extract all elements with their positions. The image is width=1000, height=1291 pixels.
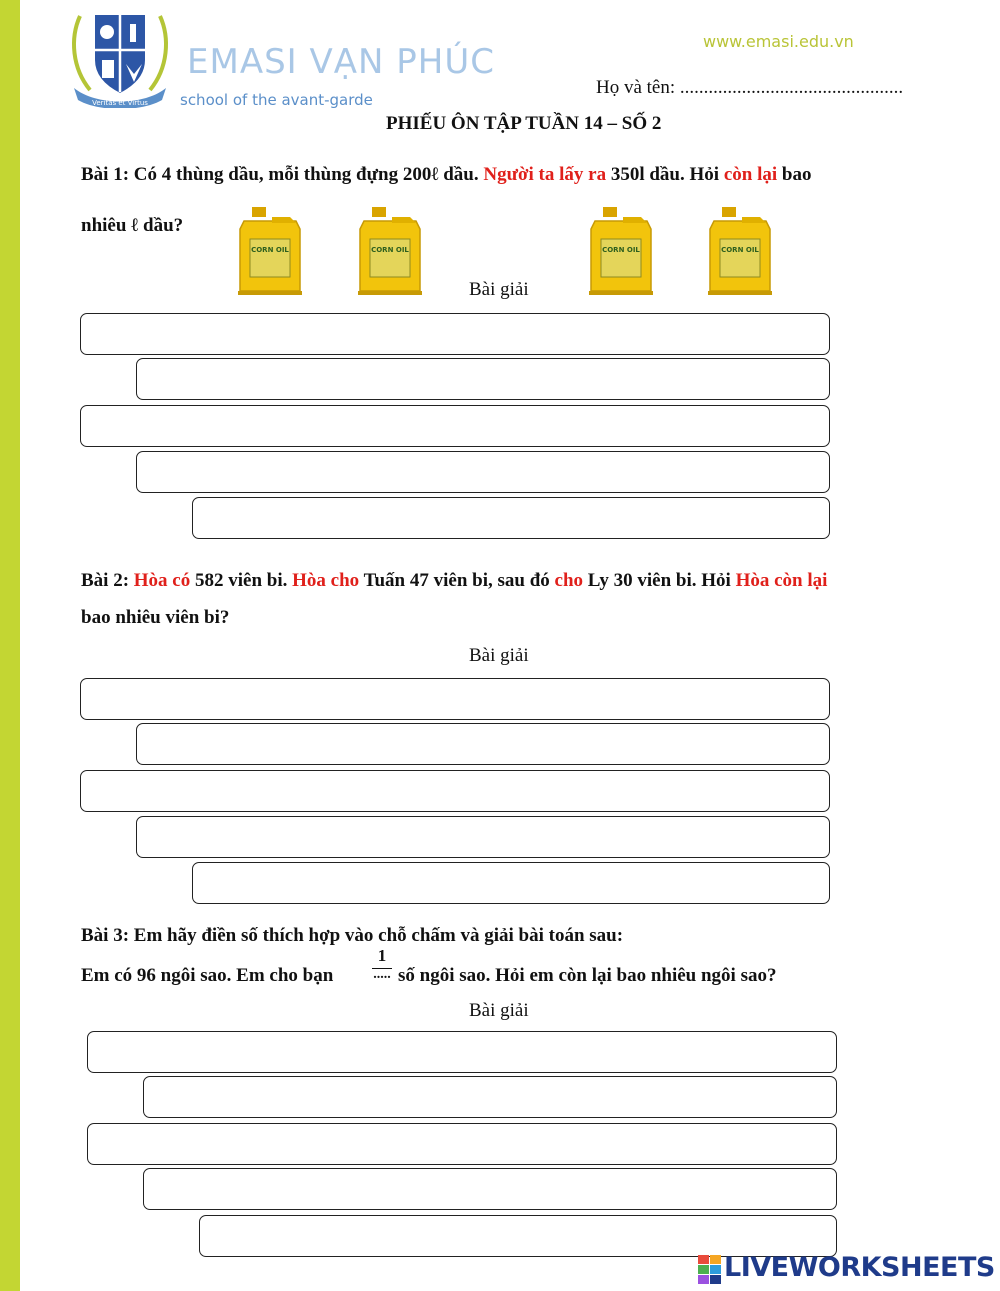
oil-jug-icon [589, 207, 653, 295]
question-3-line2-end: số ngôi sao. Hỏi em còn lại bao nhiêu ngôi sao? [398, 965, 777, 986]
fraction-numerator: 1 [377, 946, 387, 965]
answer-box[interactable] [136, 816, 830, 858]
solution-heading: Bài giải [469, 279, 529, 300]
oil-jug-icon [238, 207, 302, 295]
answer-box[interactable] [192, 862, 830, 904]
oil-jug-icon [708, 207, 772, 295]
jug-label: CORN OIL [371, 246, 409, 254]
answer-box[interactable] [80, 770, 830, 812]
jug-label: CORN OIL [721, 246, 759, 254]
school-slogan: school of the avant-garde [180, 91, 373, 109]
question-2-line2: bao nhiêu viên bi? [81, 607, 230, 628]
answer-box[interactable] [87, 1031, 837, 1073]
answer-box[interactable] [199, 1215, 837, 1257]
solution-heading: Bài giải [469, 645, 529, 666]
logo-motto: Veritas et Virtus [92, 99, 148, 107]
answer-box[interactable] [80, 313, 830, 355]
question-1-label: Bài 1: [81, 164, 130, 185]
answer-box[interactable] [80, 405, 830, 447]
fraction [372, 946, 392, 981]
question-1-line2: nhiêu ℓ dầu? [81, 215, 184, 236]
website-link[interactable]: www.emasi.edu.vn [703, 32, 854, 51]
answer-box[interactable] [80, 678, 830, 720]
fraction-denominator-blank[interactable]: ..... [373, 967, 391, 982]
answer-box[interactable] [136, 723, 830, 765]
left-accent-bar [0, 0, 20, 1291]
question-1-text: Bài 1: Có 4 thùng dầu, mỗi thùng đựng 200ℓ dầu. Người ta lấy ra 350l dầu. Hỏi còn lại bao [81, 164, 812, 185]
question-2-text: Bài 2: Hòa có 582 viên bi. Hòa cho Tuấn 47 viên bi, sau đó cho Ly 30 viên bi. Hỏi Hòa còn lại [81, 570, 828, 591]
worksheet-title: PHIẾU ÔN TẬP TUẦN 14 – SỐ 2 [386, 113, 662, 134]
answer-box[interactable] [192, 497, 830, 539]
answer-box[interactable] [136, 451, 830, 493]
school-name: EMASI VẠN PHÚC [187, 42, 495, 82]
jug-label: CORN OIL [251, 246, 289, 254]
answer-box[interactable] [136, 358, 830, 400]
liveworksheets-logo-icon [698, 1255, 722, 1285]
solution-heading: Bài giải [469, 1000, 529, 1021]
liveworksheets-brand[interactable]: LIVEWORKSHEETS [724, 1252, 995, 1283]
student-name-field: Họ và tên: ............................................... [596, 77, 904, 98]
jug-label: CORN OIL [602, 246, 640, 254]
question-2-label: Bài 2: [81, 570, 130, 591]
answer-box[interactable] [143, 1168, 837, 1210]
answer-box[interactable] [143, 1076, 837, 1118]
oil-jug-icon [358, 207, 422, 295]
answer-box[interactable] [87, 1123, 837, 1165]
question-3-line2-start: Em có 96 ngôi sao. Em cho bạn [81, 965, 334, 986]
question-3-label: Bài 3: [81, 925, 130, 946]
question-3-text: Bài 3: Em hãy điền số thích hợp vào chỗ chấm và giải bài toán sau: [81, 925, 624, 946]
school-logo-icon [66, 8, 174, 108]
